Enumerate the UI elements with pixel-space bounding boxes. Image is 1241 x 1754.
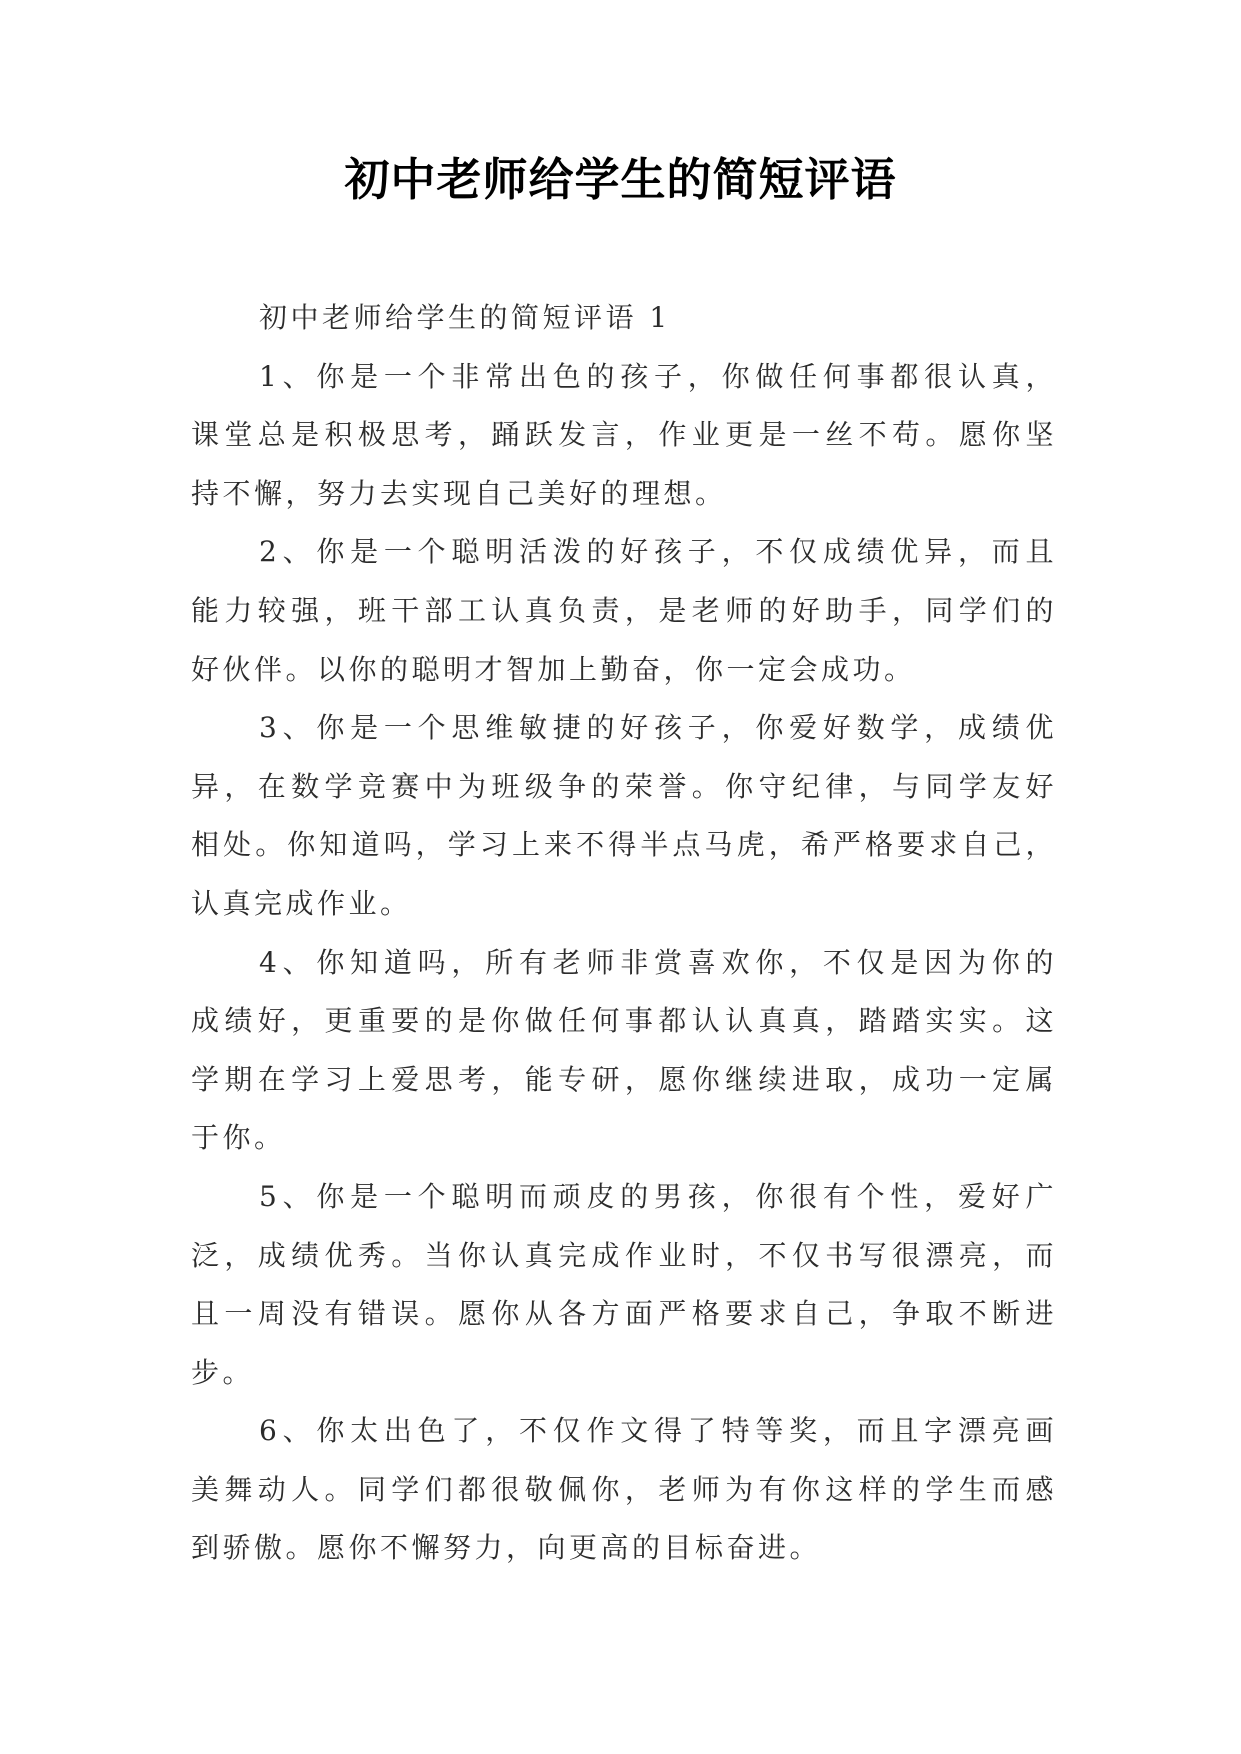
document-body <box>191 289 1057 1578</box>
paragraph-line: 认真完成作业。 <box>191 886 412 920</box>
paragraph-line: 2、你是一个聪明活泼的好孩子，不仅成绩优异，而且 <box>259 535 1057 569</box>
paragraph-line: 美舞动人。同学们都很敬佩你，老师为有你这样的学生而感 <box>191 1472 1057 1506</box>
paragraph-line: 能力较强，班干部工认真负责，是老师的好助手，同学们的 <box>191 593 1057 627</box>
comment-paragraph-1 <box>191 348 1057 524</box>
paragraph-line: 到骄傲。愿你不懈努力，向更高的目标奋进。 <box>191 1531 822 1565</box>
paragraph-line: 6、你太出色了，不仅作文得了特等奖，而且字漂亮画 <box>259 1414 1057 1448</box>
paragraph-line: 相处。你知道吗，学习上来不得半点马虎，希严格要求自己， <box>191 828 1057 862</box>
comment-paragraph-3 <box>191 699 1057 933</box>
paragraph-line: 1、你是一个非常出色的孩子，你做任何事都很认真， <box>259 359 1057 393</box>
comment-paragraph-5 <box>191 1168 1057 1402</box>
paragraph-line: 持不懈，努力去实现自己美好的理想。 <box>191 476 727 510</box>
paragraph-line: 5、你是一个聪明而顽皮的男孩，你很有个性，爱好广 <box>259 1179 1057 1213</box>
paragraph-line: 异，在数学竞赛中为班级争的荣誉。你守纪律，与同学友好 <box>191 769 1057 803</box>
paragraph-line: 且一周没有错误。愿你从各方面严格要求自己，争取不断进 <box>191 1297 1057 1331</box>
paragraph-line: 成绩好，更重要的是你做任何事都认认真真，踏踏实实。这 <box>191 1004 1057 1038</box>
comment-paragraph-4 <box>191 934 1057 1168</box>
paragraph-line: 泛，成绩优秀。当你认真完成作业时，不仅书写很漂亮，而 <box>191 1238 1057 1272</box>
paragraph-line: 3、你是一个思维敏捷的好孩子，你爱好数学，成绩优 <box>259 711 1057 745</box>
paragraph-line: 好伙伴。以你的聪明才智加上勤奋，你一定会成功。 <box>191 652 916 686</box>
paragraph-line: 课堂总是积极思考，踊跃发言，作业更是一丝不苟。愿你坚 <box>191 418 1057 452</box>
comment-paragraph-2 <box>191 523 1057 699</box>
paragraph-line: 步。 <box>191 1355 255 1389</box>
paragraph-line: 4、你知道吗，所有老师非赏喜欢你，不仅是因为你的 <box>259 945 1057 979</box>
document-title: 初中老师给学生的简短评语 <box>344 153 897 206</box>
section-heading: 初中老师给学生的简短评语 1 <box>259 301 671 334</box>
paragraph-line: 学期在学习上爱思考，能专研，愿你继续进取，成功一定属 <box>191 1062 1057 1096</box>
paragraph-line: 于你。 <box>191 1121 286 1155</box>
comment-paragraph-6 <box>191 1402 1057 1578</box>
